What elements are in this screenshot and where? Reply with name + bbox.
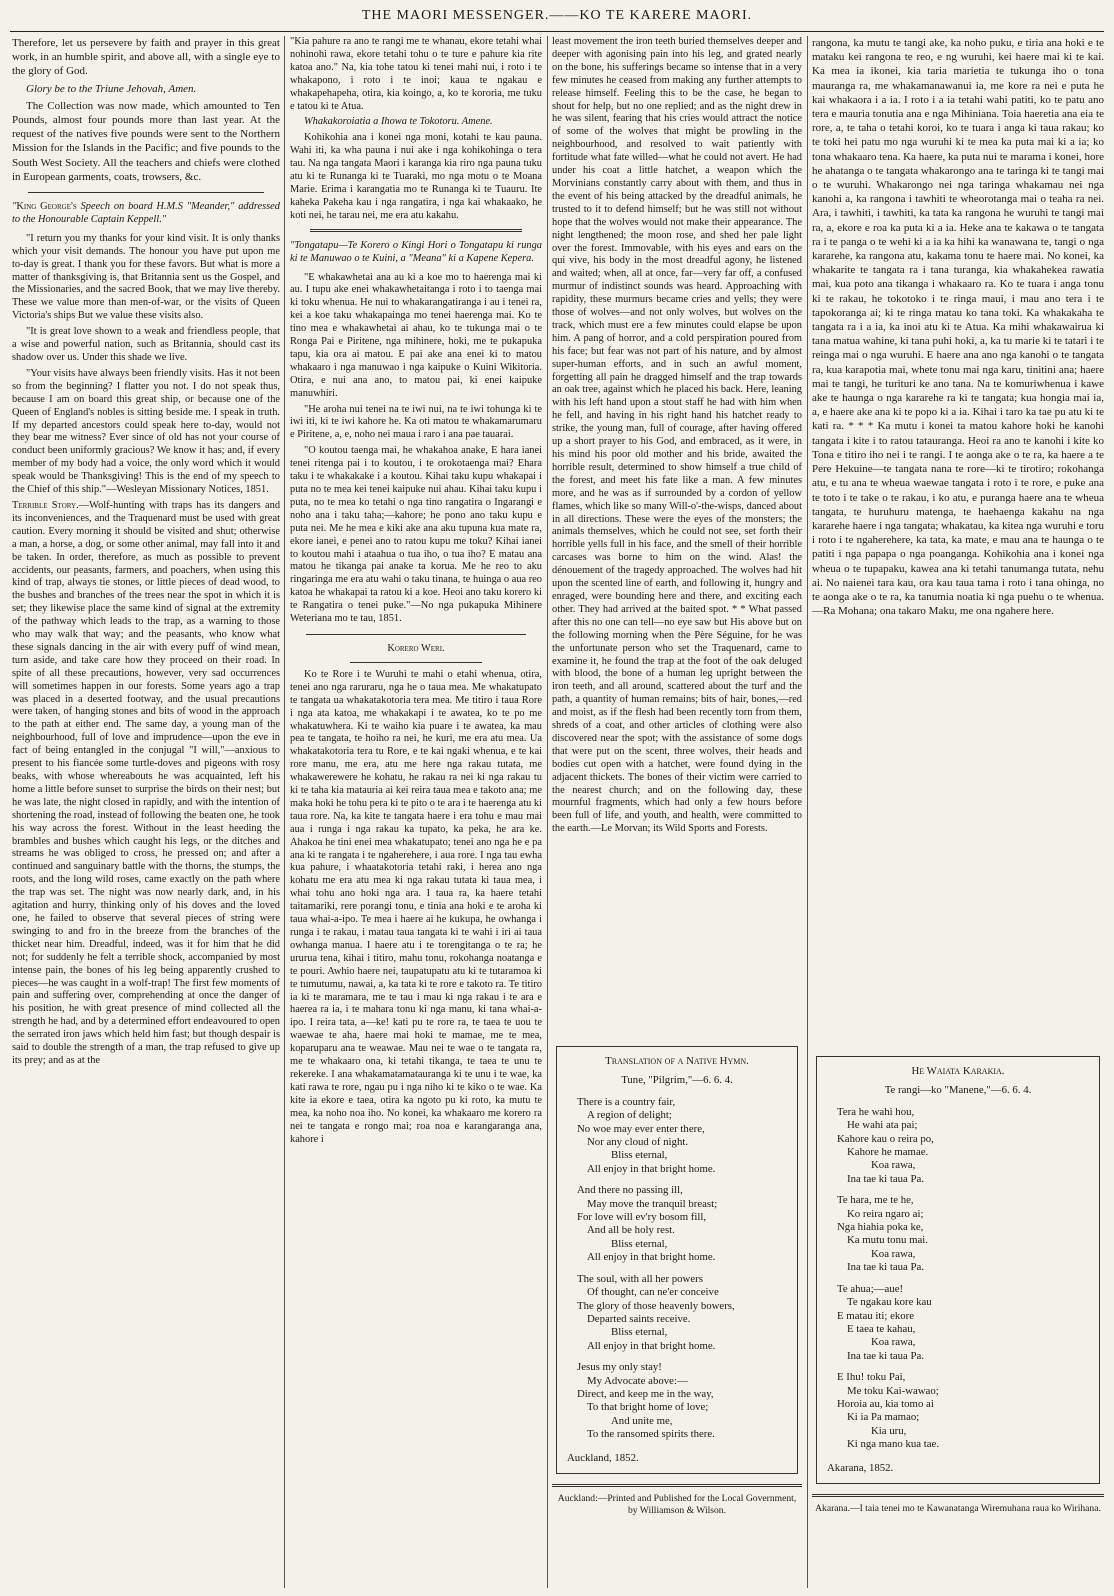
verse-line: E Ihu! toku Pai, — [837, 1371, 906, 1384]
divider — [310, 229, 522, 232]
hymn-stanza — [577, 1273, 787, 1353]
paragraph: "O koutou taenga mai, he whakahoa anake, E hara ianei tenei ritenga pai i to koutou, i te orokotaenga mai? Ehara taku i te whakakake i a koutou. Kihai taku kupu whakapai i puta no te mea kei tenei kaipuke nui ahau. Kihai taku kupu i puta, no te mea ko tetahi o nga tino rangatira o Ingarangi e noho ana i taku taha;—kahore; he pono ano taku kupu e puta nei. Me he mea e kiki ake ana aku tupuna kua mate ra, ekore ianei, e penei ano to ratou kupu me toku? Kihai ianei to koutou mahi i ataahua o tua iho, o tua iho? E matau ana matou he tikanga pai anake ta korua. Me he reo to aku ringaringa me era atu wahi o taku tinana, te huinga o aua reo katoa he whakapai ta ratou ki a koe. Heoi ano taku korero ki te Rangatira o tenei puke."—No nga pukapuka Mihinere Weteriana mo te tau, 1851. — [290, 445, 542, 625]
verse-line: Te hara, me te he, — [837, 1194, 914, 1207]
paragraph: "E whakawhetai ana au ki a koe mo to haerenga mai ki au. I tupu ake enei whakawhetaitanga i roto i to taenga mai ki toku whenua. He nui to whakarangatiranga i au i tenei ra, kei a koe taku whakapainga mo tenei haerenga mai. Ko te tino mea e whakawhetai ai ahau, ko te tukunga mai o te Ronga Pai e Piritene, nga mihinere, hoki, me te pukapuka tapu, kia ora ai matou. E pai ake ana enei ki to matou whakaaro i nga manuwao i nga kaipuke o Kuini Wikitoria. Otira, e nui ana ano, to matou pai, ki enei kaipuke manuwhiri. — [290, 271, 542, 399]
verse-line: Bliss eternal, — [611, 1237, 668, 1250]
verse-line: There is a country fair, — [577, 1095, 676, 1108]
divider — [350, 662, 482, 663]
verse-line: E matau iti; ekore — [837, 1309, 915, 1322]
verse-line: A region of delight; — [587, 1109, 672, 1122]
verse-line: Kia uru, — [871, 1424, 907, 1437]
column-rule — [547, 36, 548, 1588]
hymn-stanza — [577, 1361, 787, 1441]
verse-line: Ki nga mano kua tae. — [847, 1438, 940, 1451]
verse-line: Direct, and keep me in the way, — [577, 1387, 714, 1400]
divider — [812, 1494, 1104, 1497]
story-continuation-maori: rangona, ka mutu te tangi ake, ka noho puku, e tiria ana hoki e te mataku kei rangona te reo, e ng wuruhi, kei haere mai ki te kai. Ka mea ia ikonei, kia taria marietia te tukunga iho o tona mauranga ra, me whakamanawanui ia, me kore ra nei e puta he kai whakaora i a ia. I roto i a ia tetahi wahi patiti, ko te patu ano tera e mauria tonutia ana e nga Mihiniana. Toia haeretia ana eia te rore, a, te taha o tetahi koroi, ko te tuara i anga ki taua rakau; ko te toki hei patu mo nga wuruhi ki te mea ka puta mai ki a ia; ko tona whakaaro tena. Ka haere, ka puta nui te marama i konei, hore he ahatanga o te tangata whakarongo ana te taringa ki te tangi mai o te wuruhi. Whakarongo nei nga taringa whakamau nei nga kanohi a, ka rangona i tawhiti te wheorotanga mai o teaha ra nei. Ara, i tawhiti, i tawhiti, ka tata ka rangona he wuruhi te tangi mai ra, a, ekore e roa ka puta ki a ia. Heke ana te kakawa o te tangata ra i te panga o te wehi ki a ia ka hihi ka wanawana te, tangi o nga kararehe, ka rangona atu, kakama tonu te haere mai. No konei, ka whakarite te tangata ra i tana turanga, kia whakahekea rawatia mai, kua poto ana tikanga i whakaaro ra. Ko te tuara i anga tonu ki te rakau, he tokotoko i te ringa maui, i mau ano tera i te tapokoranga ai; ki te ringa matau ko tana toki. Ka whakakaha te tangata ra i a ia, ka inoi atu ki te Atua. Ka mihi whakawairua ki tana matua wahine, ki tana puhi hoki, a, ka tu marie ki te tatari i te reinga mai o nga wuruhi. E haere ana ano nga kanohi o te tangata ra, kua karapotia mai, whete tonu mai nga karu, tinitini ana; haere mai te tangi, he turituri ke ano tana. Na te komuriwhenua i kawe ake te haunga o nga kararehe ra ki te tangata; kua hongia mai ia, a, e haere ake ana ki te popo ki a ia. Kihai i taro ka tae pu atu ki te kati ra. * * * Ka mutu i konei ta matou kahore hoki he kanohi tangata i kite i to ratou tatauranga. Heoi ra ano te kanohi i kite ko Tona e titiro iho nei i te rangi. I te aonga ake o te ra, ka haere a te Pere Hekuine—te tangata nana te rore—ki te tirotiro; rokohanga atu, e tu ana te wheua waewae tangata i roto i te rore, e puke ana te toto i te take o te rakau, i ko atu, e puranga haere ana te wheua tangata, te huruhuru matenga, te haehaenga kakahu na nga kararehe haere i nga tangata; whakatau, ka kitea nga wuruhi e toru i roto i te ngaherehere, ka tata, ka mate, e mau ana te haunga o te patiti i nga papapa o nga poanganga. Kohikohia ana i konei nga wheua o te tupapaku, kawea ana ki tetahi tanumanga tutata, nehu ai. No naienei tara kau, ora kau taua tama i roto i tana ohinga, no te aonga ake o te ra, ka tanumia noatia ki nga puehu o te whenua.—Ra Mohana; ona takaro Maku, me ona ngahere here. — [812, 37, 1104, 618]
verse-line: And all be holy rest. — [587, 1224, 675, 1237]
verse-line: Te ahua;—aue! — [837, 1282, 904, 1295]
verse-line: Nga hiahia poka ke, — [837, 1221, 924, 1234]
story-paragraph — [12, 500, 280, 1068]
waiata-stanza — [837, 1106, 1089, 1186]
speech-heading-lead: King George's — [16, 201, 77, 213]
divider — [306, 634, 526, 635]
column-1 — [12, 36, 280, 1588]
verse-line: Tera he wahi hou, — [837, 1105, 915, 1118]
verse-line: And there no passing ill, — [577, 1184, 683, 1197]
paragraph: "I return you my thanks for your kind visit. It is only thanks which your visit demands. The honour you have put upon me to-day is great. I thank you for these favors. But what is more a matter of thanksgiving is, that Britannia sent us the Gospel, and the Missionaries, and the sacred Book, that we may live thereby. These we value more than men-of-war, or the visits of Queen Victoria's ships But we value these visits also. — [12, 232, 280, 322]
verse-line: The glory of those heavenly bowers, — [577, 1299, 735, 1312]
waiata-stanza — [837, 1283, 1089, 1363]
waiata-stanza — [837, 1194, 1089, 1274]
speech-heading-rest: Speech on board H.M.S "Meander," addressed to the Honourable Captain Keppell." — [12, 201, 280, 225]
waiata-place-date: Akarana, 1852. — [827, 1461, 894, 1474]
verse-line: All enjoy in that bright home. — [587, 1251, 716, 1264]
verse-line: Bliss eternal, — [611, 1149, 668, 1162]
verse-line: May move the tranquil breast; — [587, 1197, 718, 1210]
verse-line: Ina tae ki taua Pa. — [847, 1349, 925, 1362]
verse-line: Ka mutu tonu mai. — [847, 1234, 928, 1247]
paragraph: Therefore, let us persevere by faith and prayer in this great work, in an humble spirit, and above all, with a single eye to the glory of God. — [12, 37, 280, 78]
verse-line: All enjoy in that bright home. — [587, 1339, 716, 1352]
paragraph: The Collection was now made, which amounted to Ten Pounds, almost four pounds more than last year. At the request of the natives five pounds were sent to the Northern Mission for the Islands in the Pacific; and five pounds to the South West Society. All the teachers and chiefs were clothed in European garments, coats, trowsers, &c. — [12, 99, 280, 183]
paragraph: "Kia pahure ra ano te rangi me te whanau, ekore tetahi whai nohinohi rawa, ekore tetahi tohu o te ture e pahure kia rite katoa ano." Na, kia tohe tatou ki tenei mahi nui, i roto i te whakapono, i roto i te inoi; kaua te ngakau e whakapehapeha, otira, kia koingo, a, ko te kororia, me tuku e tatou ki te Atua. — [290, 36, 542, 112]
verse-line: Kahore kau o reira po, — [837, 1132, 934, 1145]
weri-heading: Korero Weri. — [387, 642, 445, 654]
verse-line: He wahi ata pai; — [847, 1119, 918, 1132]
column-rule — [284, 36, 285, 1588]
story-lead: Terrible Story. — [12, 499, 79, 511]
verse-line: Te ngakau kore kau — [847, 1296, 932, 1309]
speech-heading: "King George's Speech on board H.M.S "Meander," addressed to the Honourable Captain Keppell." — [12, 201, 280, 225]
verse-line: Of thought, can ne'er conceive — [587, 1286, 719, 1299]
waiata-title: He Waiata Karakia. — [911, 1065, 1005, 1077]
waiata-box — [816, 1056, 1100, 1484]
verse-line: And unite me, — [611, 1414, 673, 1427]
hymn-stanza — [577, 1096, 787, 1176]
verse-line: To the ransomed spirits there. — [587, 1428, 715, 1441]
paragraph: "It is great love shown to a weak and friendless people, that a wise and powerful nation, such as Britannia, should cast its shadow over us. Under this shade we live. — [12, 326, 280, 363]
column-2 — [290, 36, 542, 1588]
story-text: —Wolf-hunting with traps has its dangers and its inconveniences, and the Traquenard must be used with great caution. Every morning it should be visited and shut; otherwise a man, a horse, a dog, or some other animal, may fall into it and be taken. In order, therefore, as much as possible to prevent accidents, our peasants, farmers, and poachers, when using this kind of trap, always tie stones, or little pieces of dead wood, to the bushes and branches of the trees near the spot in which it is set; they likewise place the same kind of signal at the extremity of the pathway which leads to the trap, as a warning to those who may walk that way; and the peasants, who know what these signals dancing in the air with every puff of wind mean, turn aside, and take care how they proceed on their road. In spite of all these precautions, however, very sad occurrences will sometimes happen in our forests. Some years ago a trap was placed in a deserted footway, and the usual precautions were taken, of hanging stones and bits of wood in the approach to the path at either end. The same day, a young man of the neighbourhood, full of love and imprudence—upon the eve in fact of being entangled in the conjugal "I will,"—anxious to present to his fiancée some turtle-doves and pigeons with rosy beaks, with whose whereabouts he was acquainted, left his home a little before sunset to surprise the birds on their nest; but he was late, the night closed in rapidly, and with the intention of shortening the road, instead of following the beaten one, he took his way across the forest. Without in the least heeding the brambles and bushes which caught his legs, or the ditches and streams he was obliged to cross, he pressed on; and after a continued and sanguinary battle with the thorns, the stumps, the roots, and the long wild roses, came exactly on the path where the trap was set. The night was now nearly dark, and, in his agitation and hurry, thinking only of his doves and the loved one, he failed to observe that several pieces of string were swinging to and fro in the breeze from the branches of the thicket near him. Dreadful, indeed, was it for him that he did not; for suddenly he felt a terrible shock, accompanied by most intense pain, the bones of his leg being apparently crushed to pieces—he was caught in a wolf-trap! The first few moments of pain and suffering over, comprehending at once the danger of his position, he with great presence of mind collected all the strength he had, and by a determined effort endeavoured to open the serrated iron jaws which held him fast; but though despair is said to double the strength of a man, the trap refused to give up its prey; and as at the — [12, 499, 280, 1066]
hymn-tune: Tune, "Pilgrim,"—6. 6. 4. — [621, 1074, 733, 1087]
doxology-maori: Whakakoroiatia a Ihowa te Tokotoru. Amene. — [304, 116, 493, 128]
verse-line: No woe may ever enter there, — [577, 1122, 705, 1135]
verse-line: Departed saints receive. — [587, 1312, 691, 1325]
column-4 — [812, 36, 1104, 1588]
paragraph: Kohikohia ana i konei nga moni, kotahi te kau pauna. Wahi iti, ka wha pauna i nui ake i nga kohikohinga o tera tau. Na nga tangata Maori i karanga kia riro nga pauna tuku atu ki te Runanga ki te Tuaraki, mo nga motu o te Moana Marie. Erima i karangatia mo te Runanga ki te Tuauru. Ite kaheka Pakeha kau i nga rangatira, i nga kai whakaako, he koti nei, he tarau nei, me era atu kakahu. — [290, 132, 542, 221]
column-rule — [807, 36, 808, 1588]
paragraph: Ko te Rore i te Wuruhi te mahi o etahi whenua, otira, tenei ano nga raruraru, nga he o taua mea. Me whakatupato te tangata ua whakatakotoria tera mea. Me titiro i taua Rore i nga ata katoa, me whakakapi i te awatea, ko te po me whakatuwhera. Ki te waiho kia puare i te awatea, ka mau pea te tangata, te hoiho ra nei, he kuri, me era atu mea. Ua whakatakotoria tera tu Rore, e te kai ngaki whenua, e te kai rore manu, me era, atu me here nga rakau tutata, me whakawerewere he kohatu, he rakau ra nei ki nga rakau tu ki te taha kia matauria ai kei reira taua mea e takoto ana; me maka hoki he tohu pera ki te pito o te ara i te haerenga atu ki taua rore. Na, ka kite te tangata haere i era tohu e mau mai aua i runga i nga rakau ka tupato, ka peka, he ara ke. Ahakoa he tini enei mea whakatupato; tenei ano nga he e pa ana ki te rangata i te ngaherehere, i aua rore. I nga tau ewha kua pahure, i whaatakotoria tetahi raki, i herea ano nga kohatu me era atu mea ki nga rakau tutata ki taua mea, i whai tohu ano hoki nga ara. I taua ra, ka haere tetahi taitamariki, rere porangi tonu, e tinia ana hoki e te aroha ki taua whai-a-ipo. Te mea i haere ai he kukupa, he owhanga i runga i te rakau, i matau taua tangata ki te wahi i iri ai taua owhanga manua. I haere atu i te torengitanga o te ra; he ururua tena, kihai i titiro, mahu tonu, rokohanga noatanga e te pouri. Awhio haere nei, taupatupatu atu ki te tutaramoa ki te tumutumu, nawai, a, ka tata ki te rore e takoto ra. Te titiro ia ki te maramara, me te tau i mau ki nga rakau i te ara e haerea ra ia, i te mahara tonu ki nga manu, ki tana whai-a-ipo. I reira tata, a—ke! kati pu te rore ra, te taea te uou te waewae te aha, haere mai hoki te mamae, me te mea, koparuparu ana te weawae. Mau nei te wae o te tangata ra, me te whakaaro ona, ki tetahi tikanga, te taea te unu te rekereke. I ana whakamatamatauranga ki te unu i te wae, ka kati rawa te rore, ngau pu i nga niho ki te kiko o te wae. Ka kite ia ekore e taea, otira ka ngoto pu ki roto, ka mutu te mea, ka noho noa iho. No konei, ka whakaaro me korero ra nei te tangata e rongo mai; roa noa e karangaranga ana, kahore i — [290, 668, 542, 1145]
verse-line: Jesus my only stay! — [577, 1361, 662, 1374]
verse-line: To that bright home of love; — [587, 1401, 709, 1414]
divider — [552, 1484, 802, 1487]
doxology: Glory be to the Triune Jehovah, Amen. — [26, 82, 197, 95]
waiata-tune: Te rangi—ko "Manene,"—6. 6. 4. — [884, 1084, 1032, 1097]
verse-line: Koa rawa, — [871, 1159, 916, 1172]
verse-line: Ina tae ki taua Pa. — [847, 1261, 925, 1274]
verse-line: Me toku Kai-wawao; — [847, 1384, 939, 1397]
paragraph: "Your visits have always been friendly visits. Has it not been so from the beginning? I flatter you not. I do not speak thus, because I am on board this great ship, or because one of the Queen of England's nobles is sitting beside me. I speak in truth. If my departed ancestors could speak here to-day, would not they bear me witness? Ever since of old has not your course of conduct been uniformly gracious? We know it has; and, if every member of my body had a voice, the only word which it would speak would be Thanksgiving! This is the end of my speech to the Chief of this ship."—Wesleyan Missionary Notices, 1851. — [12, 367, 280, 496]
hymn-stanza — [577, 1184, 787, 1264]
column-3 — [552, 36, 802, 1588]
verse-line: Ko reira ngaro ai; — [847, 1207, 924, 1220]
verse-line: The soul, with all her powers — [577, 1272, 703, 1285]
verse-line: All enjoy in that bright home. — [587, 1162, 716, 1175]
masthead: THE MAORI MESSENGER.——KO TE KARERE MAORI. — [361, 8, 753, 23]
paragraph: "He aroha nui tenei na te iwi nui, na te iwi tohunga ki te iwi iti, ki te iwi kahore he. Ka oti matou te whakamarumaru e Piritene, a, e, noho nei maua i raro i ana pae tauarai. — [290, 403, 542, 441]
hymn-box — [556, 1046, 798, 1474]
verse-line: Ki ia Pa mamao; — [847, 1411, 920, 1424]
masthead-rule — [10, 31, 1104, 32]
verse-line: My Advocate above:— — [587, 1374, 688, 1387]
verse-line: For love will ev'ry bosom fill, — [577, 1211, 707, 1224]
imprint-english: Auckland:—Printed and Published for the Local Government, by Williamson & Wilson. — [557, 1492, 797, 1516]
hymn-title: Translation of a Native Hymn. — [605, 1055, 749, 1067]
verse-line: Bliss eternal, — [611, 1326, 668, 1339]
imprint-maori: Akarana.—I taia tenei mo te Kawanatanga Wiremuhana raua ko Wirihana. — [815, 1502, 1101, 1514]
verse-line: Koa rawa, — [871, 1247, 916, 1260]
waiata-stanza — [837, 1371, 1089, 1451]
hymn-place-date: Auckland, 1852. — [567, 1451, 639, 1464]
verse-line: Nor any cloud of night. — [587, 1136, 689, 1149]
verse-line: Ina tae ki taua Pa. — [847, 1172, 925, 1185]
story-continuation: least movement the iron teeth buried themselves deeper and deeper with agonising pain into his leg, and grated nearly on the bone, his sufferings became so intense that in a very few minutes he ceased from making any further attempts to release himself. Feeling this to be the case, he began to shout for help, but no one replied; and as the night drew in he was silent, fearing that his cries would attract the notice of some of the wolves that might be prowling in the neighbourhood, and resolved to wait patiently with fortitude what fate willed—what he could not avert. He had under his coat a little hatchet, a weapon which the Morvinians constantly carry about with them, and thus in the event of his being attacked by the dreadful animals, he trusted to it to defend himself; but he was still not without hope that the wolves would not make their appearance. The night lengthened; the moon rose, and shed her pale light over the forest. Immovable, with his eyes and ears on the qui vive, his body in the most dreadful agony, he listened and waited; when, all at once, far—very far off, a confused murmur of indistinct sounds was heard. Approaching with rapidity, these murmurs became cries and yells; they were those of wolves—and not only wolves, but wolves on the track, which must ere a few minutes could elapse be upon him. A pang of horror, and a cold perspiration poured from his face; but fear was not part of his nature, and by almost super-human efforts, and in such an awful moment, forgetting all pain he dragged himself and the trap towards an oak tree, against which he placed his back. Here, leaning with his left hand upon a stout staff he had with him when he fell, and having in his right hand his hatchet ready to strike, the young man, full of courage, after having offered up a short prayer to his God, and embraced, as it were, in his mind his poor old mother and his bride, awaited the horrible result, determined to show himself a true child of the forest, and meet his fate like a man. A few minutes more, and he was as if surrounded by a cordon of yellow flames, which like so many Will-o'-the-wisps, danced about in all directions. These were the eyes of the monsters; the animals themselves, which he could not see, set forth their horrible yells full in his face, and the smell of their horrible carcases was borne to him on the wind. Alas! the dénouement of the tragedy approached. The wolves had hit upon the scented line of earth, and following it, hungry and enraged, were bounding here and there, and exciting each other. They had arrived at the baited spot. * * What passed after this no one can tell—no eye saw but His above but on the following morning when the Père Séguine, for he was the unfortunate person who set the Traquenard, came to examine it, he found the trap at the foot of the oak deluged with blood, the bone of a human leg upright between the iron teeth, and all around, scattered about the turf and the path, a quantity of human remains; bits of hair, bones,—red and moist, as if the flesh had been recently torn from them, shreds of a coat, and other articles of clothing were also discovered near the spot; with the assistance of some dogs that were put on the scent, three wolves, their heads and bodies cut open with a hatchet, were found dying in the adjacent thickets. The bones of their victim were carried to the nearest church; and on the following day, these mournful fragments, which had only a few hours before been full of life, and youth, and health, were committed to the earth.—Le Morvan; its Wild Sports and Forests. — [552, 36, 802, 835]
verse-line: Kahore he mamae. — [847, 1146, 929, 1159]
divider — [28, 192, 264, 193]
verse-line: Koa rawa, — [871, 1336, 916, 1349]
tonga-heading: "Tongatapu—Te Korero o Kingi Hori o Tongatapu ki runga ki te Manuwao o te Kuini, a "Meana" ki a Kapene Kepera. — [290, 239, 542, 264]
closing-section — [12, 36, 280, 184]
verse-line: E taea te kahau, — [847, 1322, 916, 1335]
verse-line: Horoia au, kia tomo ai — [837, 1397, 934, 1410]
